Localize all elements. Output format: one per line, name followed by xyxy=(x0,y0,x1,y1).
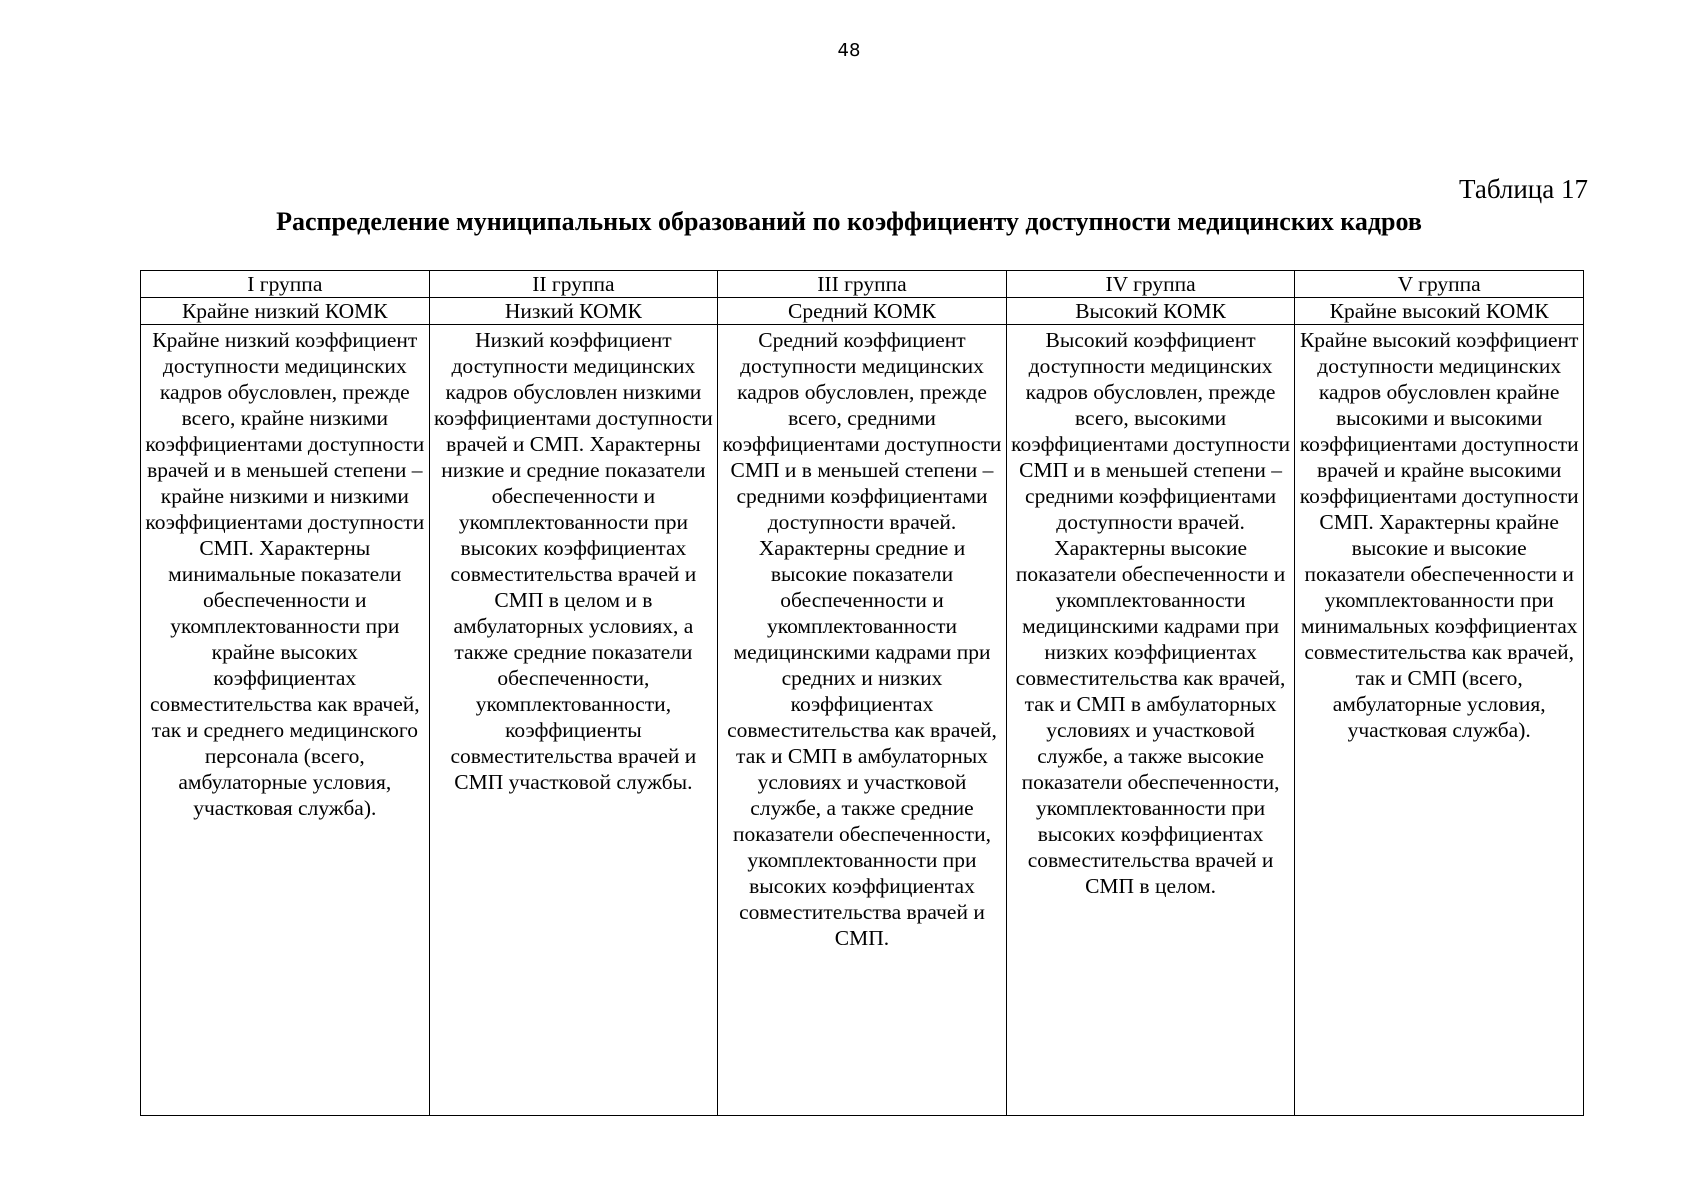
level-header-cell: Низкий КОМК xyxy=(429,298,718,325)
level-header-cell: Высокий КОМК xyxy=(1006,298,1295,325)
description-cell: Высокий коэффициент доступности медицинских кадров обусловлен, прежде всего, высокими коэффициентами доступности СМП и в меньшей степени – средними коэффициентами доступности врачей. Характерны высокие показатели обеспеченности и укомплектованности медицинскими кадрами при низких коэффициентах совместительства как врачей, так и СМП в амбулаторных условиях и участковой службе, а также высокие показатели обеспеченности, укомплектованности при высоких коэффициентах совместительства врачей и СМП в целом. xyxy=(1006,325,1295,1116)
group-distribution-table xyxy=(140,270,1584,1116)
description-cell: Средний коэффициент доступности медицинских кадров обусловлен, прежде всего, средними коэффициентами доступности СМП и в меньшей степени – средними коэффициентами доступности врачей. Характерны средние и высокие показатели обеспеченности и укомплектованности медицинскими кадрами при средних и низких коэффициентах совместительства как врачей, так и СМП в амбулаторных условиях и участковой службе, а также средние показатели обеспеченности, укомплектованности при высоких коэффициентах совместительства врачей и СМП. xyxy=(718,325,1007,1116)
description-cell: Крайне высокий коэффициент доступности медицинских кадров обусловлен крайне высокими и высокими коэффициентами доступности врачей и крайне высокими коэффициентами доступности СМП. Характерны крайне высокие и высокие показатели обеспеченности и укомплектованности при минимальных коэффициентах совместительства как врачей, так и СМП (всего, амбулаторные условия, участковая служба). xyxy=(1295,325,1584,1116)
table-label: Таблица 17 xyxy=(1459,174,1588,204)
table-title: Распределение муниципальных образований по коэффициенту доступности медицинских кадров xyxy=(276,207,1422,236)
group-header-cell: I группа xyxy=(141,271,430,298)
level-header-cell: Средний КОМК xyxy=(718,298,1007,325)
level-header-cell: Крайне высокий КОМК xyxy=(1295,298,1584,325)
group-header-cell: III группа xyxy=(718,271,1007,298)
level-header-row xyxy=(141,298,1584,325)
group-header-cell: II группа xyxy=(429,271,718,298)
group-header-row xyxy=(141,271,1584,298)
group-header-cell: IV группа xyxy=(1006,271,1295,298)
group-header-cell: V группа xyxy=(1295,271,1584,298)
description-row xyxy=(141,325,1584,1116)
level-header-cell: Крайне низкий КОМК xyxy=(141,298,430,325)
description-cell: Низкий коэффициент доступности медицинских кадров обусловлен низкими коэффициентами доступности врачей и СМП. Характерны низкие и средние показатели обеспеченности и укомплектованности при высоких коэффициентах совместительства врачей и СМП в целом и в амбулаторных условиях, а также средние показатели обеспеченности, укомплектованности, коэффициенты совместительства врачей и СМП участковой службы. xyxy=(429,325,718,1116)
description-cell: Крайне низкий коэффициент доступности медицинских кадров обусловлен, прежде всего, крайне низкими коэффициентами доступности врачей и в меньшей степени – крайне низкими и низкими коэффициентами доступности СМП. Характерны минимальные показатели обеспеченности и укомплектованности при крайне высоких коэффициентах совместительства как врачей, так и среднего медицинского персонала (всего, амбулаторные условия, участковая служба). xyxy=(141,325,430,1116)
page-number: 48 xyxy=(837,40,861,61)
